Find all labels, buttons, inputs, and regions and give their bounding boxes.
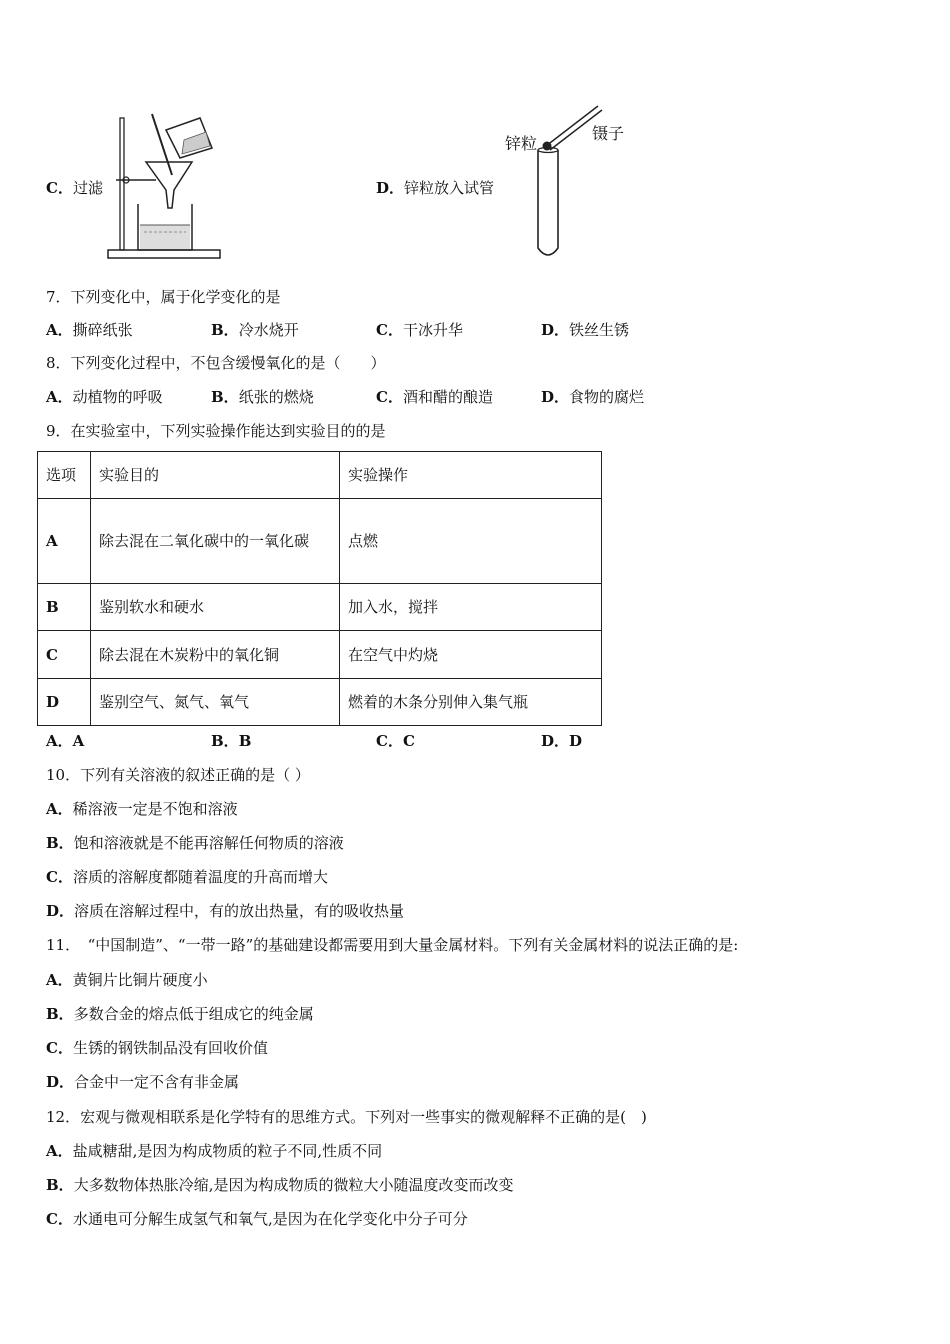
filtration-apparatus-figure bbox=[100, 100, 230, 265]
q12-option-b: B．大多数物体热胀冷缩,是因为构成物质的微粒大小随温度改变而改变 bbox=[46, 1176, 514, 1194]
q11-stem: 11． “中国制造”、“一带一路”的基础建设都需要用到大量金属材料。下列有关金属材料的说法正确的是: bbox=[46, 936, 739, 954]
q7-option-b: B．冷水烧开 bbox=[211, 321, 299, 339]
q11-option-d: D．合金中一定不含有非金属 bbox=[46, 1073, 240, 1091]
q8-option-c: C．酒和醋的酿造 bbox=[376, 388, 493, 406]
q9-table bbox=[37, 451, 602, 726]
q10-option-c: C．溶质的溶解度都随着温度的升高而增大 bbox=[46, 868, 328, 886]
row-purpose: 除去混在木炭粉中的氧化铜 bbox=[91, 631, 340, 679]
q9-option-a: A．A bbox=[46, 732, 85, 750]
row-operation: 点燃 bbox=[340, 499, 602, 584]
q11-option-a: A．黄铜片比铜片硬度小 bbox=[46, 971, 208, 989]
row-option: C bbox=[38, 631, 91, 679]
q10-option-a: A．稀溶液一定是不饱和溶液 bbox=[46, 800, 238, 818]
q7-stem: 7．下列变化中，属于化学变化的是 bbox=[46, 288, 281, 306]
row-purpose: 鉴别软水和硬水 bbox=[91, 584, 340, 631]
q8-option-b: B．纸张的燃烧 bbox=[211, 388, 314, 406]
row-purpose: 除去混在二氧化碳中的一氧化碳 bbox=[91, 499, 340, 584]
q10-option-b: B．饱和溶液就是不能再溶解任何物质的溶液 bbox=[46, 834, 344, 852]
table-row bbox=[38, 631, 602, 679]
q8-stem: 8．下列变化过程中，不包含缓慢氧化的是（ ） bbox=[46, 354, 386, 372]
figure-d-label: D．锌粒放入试管 bbox=[376, 179, 495, 197]
table-row bbox=[38, 584, 602, 631]
q7-option-a: A．撕碎纸张 bbox=[46, 321, 133, 339]
q10-option-d: D．溶质在溶解过程中，有的放出热量，有的吸收热量 bbox=[46, 902, 405, 920]
q8-option-d: D．食物的腐烂 bbox=[541, 388, 645, 406]
row-option: B bbox=[38, 584, 91, 631]
q12-option-c: C．水通电可分解生成氢气和氧气,是因为在化学变化中分子可分 bbox=[46, 1210, 468, 1228]
q7-option-d: D．铁丝生锈 bbox=[541, 321, 630, 339]
header-purpose: 实验目的 bbox=[91, 452, 340, 499]
q9-option-c: C．C bbox=[376, 732, 415, 750]
zinc-label: 锌粒 bbox=[505, 134, 538, 153]
q11-option-b: B．多数合金的熔点低于组成它的纯金属 bbox=[46, 1005, 314, 1023]
header-option: 选项 bbox=[38, 452, 91, 499]
figure-c-label: C．过滤 bbox=[46, 179, 103, 197]
row-option: D bbox=[38, 679, 91, 726]
row-operation: 在空气中灼烧 bbox=[340, 631, 602, 679]
header-operation: 实验操作 bbox=[340, 452, 602, 499]
q7-option-c: C．干冰升华 bbox=[376, 321, 463, 339]
q10-stem: 10．下列有关溶液的叙述正确的是（ ） bbox=[46, 766, 310, 784]
q9-option-b: B．B bbox=[211, 732, 252, 750]
q12-stem: 12．宏观与微观相联系是化学特有的思维方式。下列对一些事实的微观解释不正确的是( ) bbox=[46, 1108, 647, 1126]
row-purpose: 鉴别空气、氮气、氧气 bbox=[91, 679, 340, 726]
q9-option-d: D．D bbox=[541, 732, 583, 750]
q8-option-a: A．动植物的呼吸 bbox=[46, 388, 163, 406]
row-operation: 加入水，搅拌 bbox=[340, 584, 602, 631]
table-header-row bbox=[38, 452, 602, 499]
q11-option-c: C．生锈的钢铁制品没有回收价值 bbox=[46, 1039, 268, 1057]
q9-stem: 9．在实验室中，下列实验操作能达到实验目的的是 bbox=[46, 422, 386, 440]
row-option: A bbox=[38, 499, 91, 584]
table-row bbox=[38, 679, 602, 726]
tweezers-label: 镊子 bbox=[592, 124, 625, 143]
table-row bbox=[38, 499, 602, 584]
row-operation: 燃着的木条分别伸入集气瓶 bbox=[340, 679, 602, 726]
q12-option-a: A．盐咸糖甜,是因为构成物质的粒子不同,性质不同 bbox=[46, 1142, 383, 1160]
